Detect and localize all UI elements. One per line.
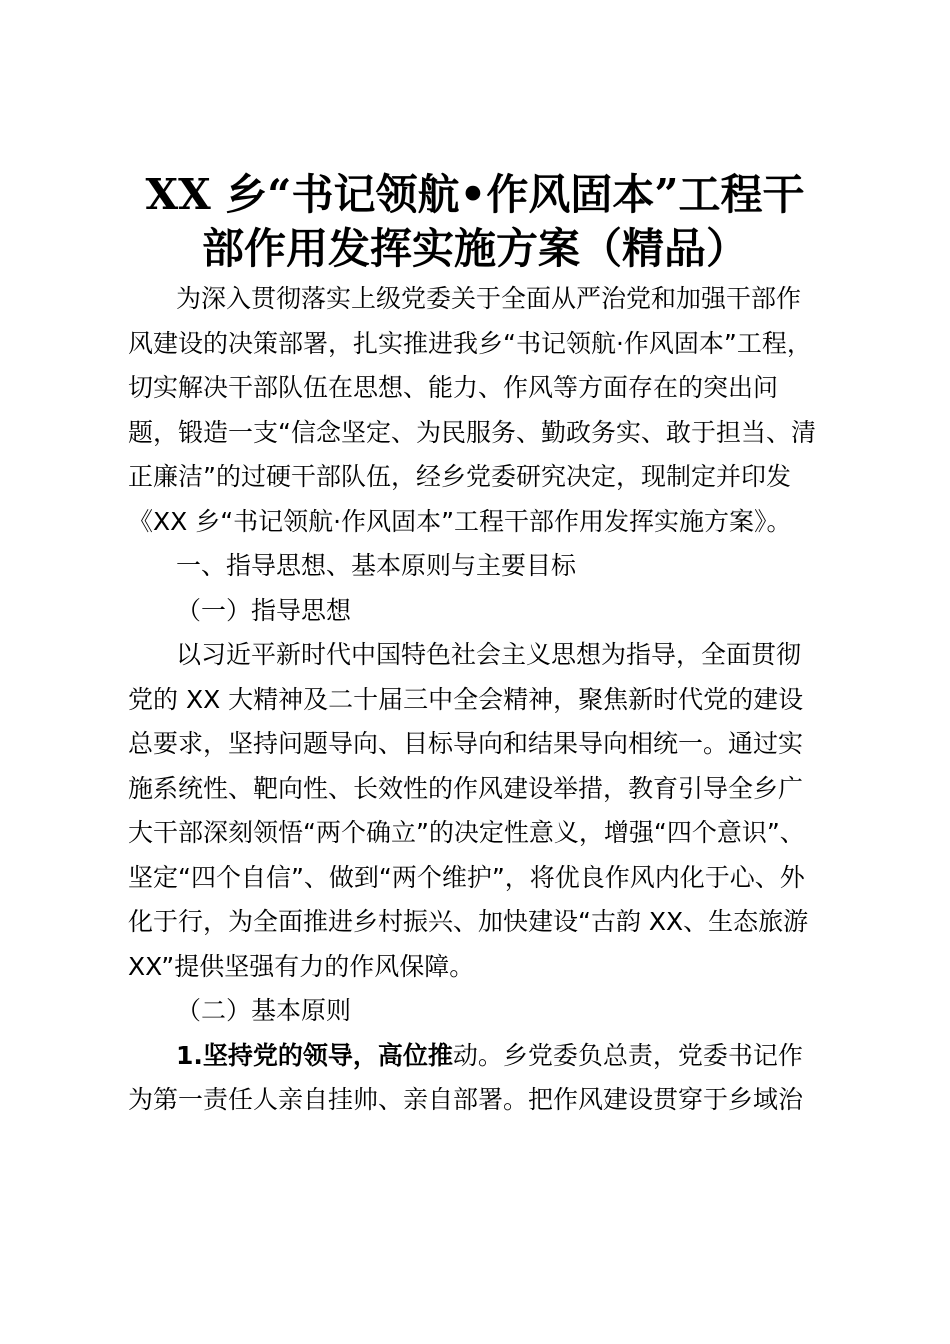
guiding-line-7: 化于行，为全面推进乡村振兴、加快建设“古韵 XX、生态旅游 <box>128 907 809 936</box>
document-title-line-1: XX 乡“书记领航•作风固本”工程干 <box>145 170 805 219</box>
intro-line-1: 为深入贯彻落实上级党委关于全面从严治党和加强干部作 <box>176 284 802 313</box>
subsection-1-heading: （一）指导思想 <box>176 596 352 625</box>
guiding-line-8: XX”提供坚强有力的作风保障。 <box>128 952 475 981</box>
subsection-2-heading: （二）基本原则 <box>176 996 352 1025</box>
principle-1-line-1 <box>176 1040 803 1072</box>
intro-line-6: 《XX 乡“书记领航·作风固本”工程干部作用发挥实施方案》。 <box>128 507 792 536</box>
guiding-line-4: 施系统性、靶向性、长效性的作风建设举措，教育引导全乡广 <box>128 774 804 803</box>
principle-1-line-2: 为第一责任人亲自挂帅、亲自部署。把作风建设贯穿于乡域治 <box>128 1085 804 1114</box>
guiding-line-6: 坚定“四个自信”、做到“两个维护”，将优良作风内化于心、外 <box>128 863 805 892</box>
principle-1-bold-heading: 1.坚持党的领导，高位推 <box>176 1041 453 1070</box>
guiding-line-5: 大干部深刻领悟“两个确立”的决定性意义，增强“四个意识”、 <box>128 818 805 847</box>
intro-line-5: 正廉洁”的过硬干部队伍，经乡党委研究决定，现制定并印发 <box>128 462 791 491</box>
intro-line-2: 风建设的决策部署，扎实推进我乡“书记领航·作风固本”工程， <box>128 329 812 358</box>
intro-line-3: 切实解决干部队伍在思想、能力、作风等方面存在的突出问 <box>128 373 779 402</box>
document-title-line-2: 部作用发挥实施方案（精品） <box>201 224 748 273</box>
section-1-heading: 一、指导思想、基本原则与主要目标 <box>176 551 577 580</box>
principle-1-text: 动。乡党委负总责，党委书记作 <box>452 1041 803 1070</box>
guiding-line-3: 总要求，坚持问题导向、目标导向和结果导向相统一。通过实 <box>128 729 804 758</box>
guiding-line-2: 党的 XX 大精神及二十届三中全会精神，聚焦新时代党的建设 <box>128 685 804 714</box>
guiding-line-1: 以习近平新时代中国特色社会主义思想为指导，全面贯彻 <box>176 640 802 669</box>
intro-line-4: 题，锻造一支“信念坚定、为民服务、勤政务实、敢于担当、清 <box>128 418 816 447</box>
